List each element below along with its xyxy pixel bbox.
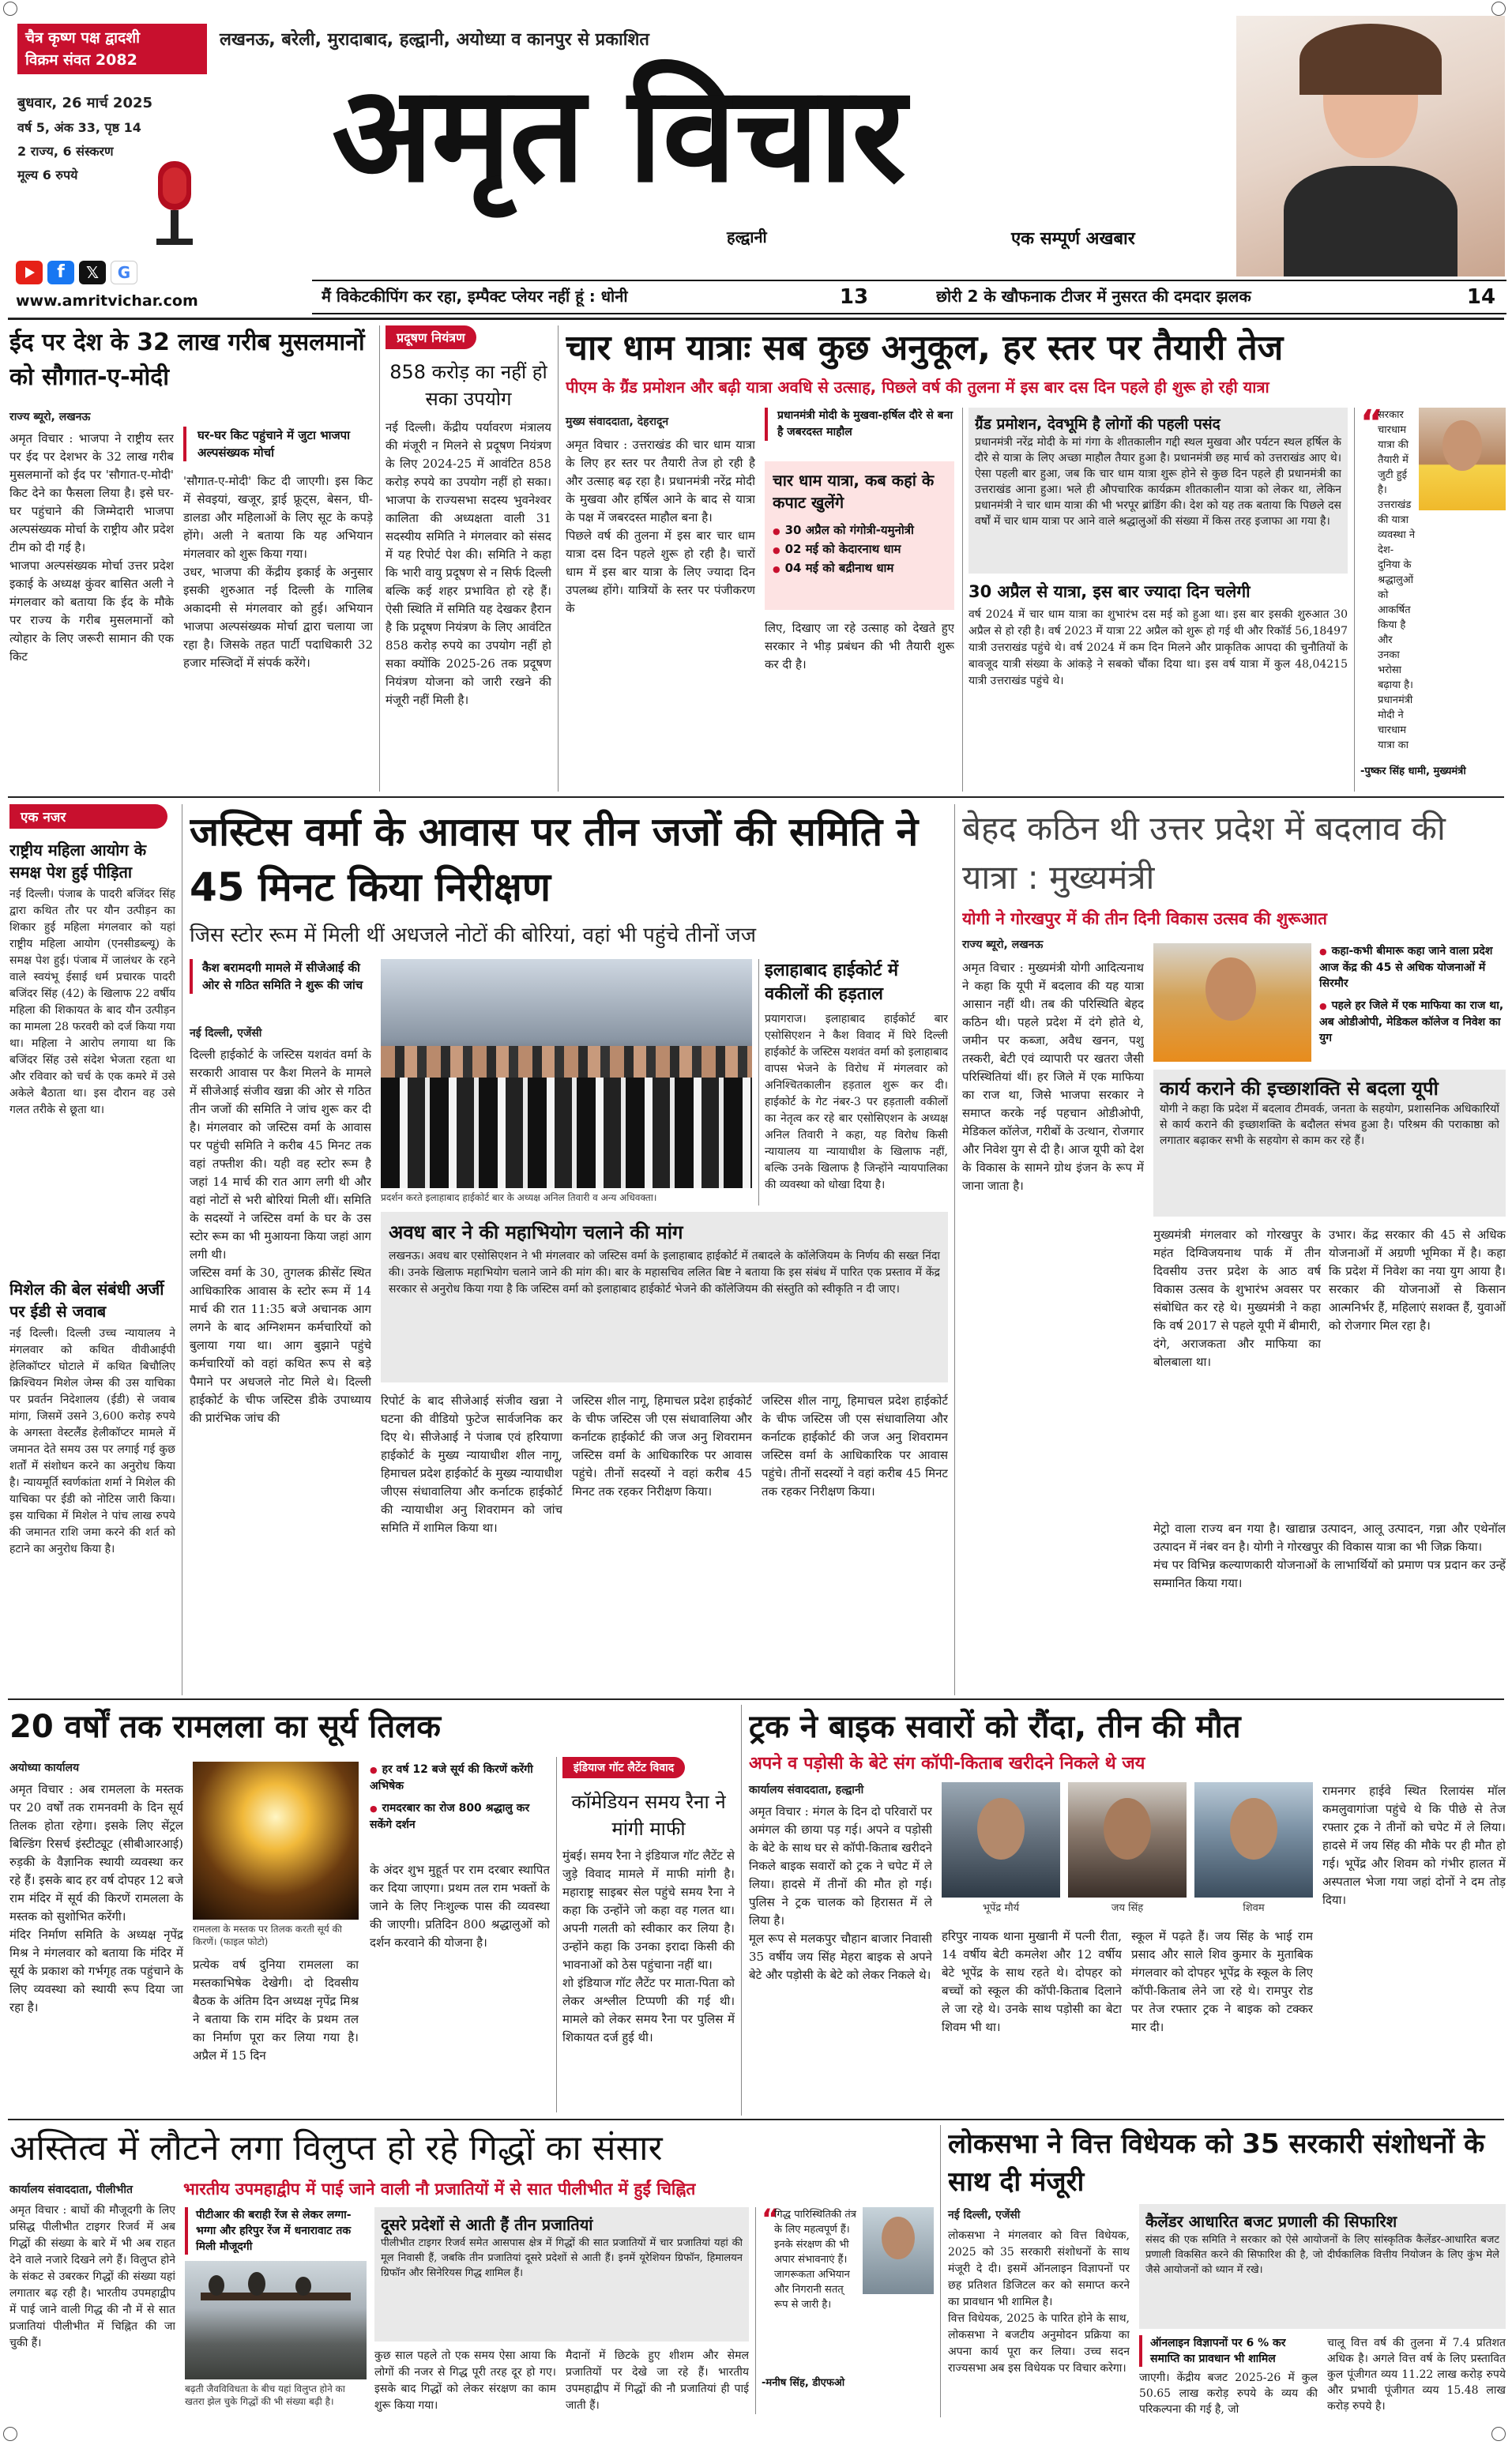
chardham-dates-box — [765, 461, 954, 610]
justice-headline: जस्टिस वर्मा के आवास पर तीन जजों की समिति ने 45 मिनट किया निरीक्षण — [190, 809, 919, 910]
avadh-bar-head: अवध बार ने की महाभियोग चलाने की मांग — [389, 1221, 683, 1243]
yogi-body-3: उभार। केंद्र सरकार की 45 से अधिक योजनाओं में अग्रणी भूमिका में है। कहा कि प्रदेश में निवेश का नया युग आया है। सरकार की योजनाओं से किसान आत्मनिर्भर हैं, महिलाएं सशक्त हैं, युवाओं को रोजगार मिल रहा है। — [1329, 1228, 1506, 1333]
lawyers-protest-photo — [381, 959, 752, 1188]
price-line: मूल्य 6 रुपये — [17, 167, 78, 182]
yogi-subhead: योगी ने गोरखपुर में की तीन दिनी विकास उत्सव की शुरूआत — [962, 909, 1327, 928]
social-icons — [16, 261, 137, 284]
chardham-box-title: चार धाम यात्रा, कब कहां के कपाट खुलेंगे — [773, 471, 935, 512]
registration-mark — [1491, 2427, 1506, 2441]
truck-headline: ट्रक ने बाइक सवारों को रौंदा, तीन की मौत — [749, 1709, 1241, 1745]
chardham-sub2-body: वर्ष 2024 में चार धाम यात्रा का शुभारंभ दस मई को हुआ था। इस बार इसकी शुरुआत 30 अप्रैल से हो रही है। वर्ष 2023 में यात्रा 22 अप्रैल को शुरू हो गई थी और रिकॉर्ड 56,18497 यात्री उत्तराखंड पहुंचे थे। वर्ष 2024 में कम दिन मिलने और प्राकृतिक आपदा की चुनौतियों के बावजूद यात्री संख्या के आंकड़े ने सबको चौंका दिया था। इस वर्ष यात्रा में कुल 48,04215 यात्री उत्तराखंड पहुंचे थे। — [969, 608, 1348, 687]
calendar-budget-box — [1139, 2204, 1506, 2329]
vultures-callout: पीटीआर की बराही रेंज से लेकर लग्गा-भग्गा और हरिपुर रेंज में धनारावाट तक मिली मौजूदगी — [185, 2207, 367, 2255]
yogi-byline: राज्य ब्यूरो, लखनऊ — [962, 939, 1044, 951]
calendar-budget-body: संसद की एक समिति ने सरकार को ऐसे आयोजनों के लिए सांस्कृतिक कैलेंडर-आधारित बजट प्रणाली विकसित करने की सिफारिश की है, जो दीर्घकालिक वित्तीय नियोजन के लिए कुंभ मेले जैसे आयोजनों को ध्यान में रखे। — [1145, 2234, 1499, 2276]
ramlala-bullets — [370, 1762, 550, 1833]
facebook-icon[interactable]: f — [47, 261, 74, 284]
yogi-story — [962, 804, 1506, 1695]
masthead-celebrity-photo — [1236, 16, 1505, 276]
edition-line: लखनऊ, बरेली, मुरादाबाद, हल्द्वानी, अयोध्या व कानपुर से प्रकाशित — [220, 30, 649, 50]
ramlala-bullet-1: ● हर वर्ष 12 बजे सूर्य की किरणें करेंगी अभिषेक — [370, 1762, 550, 1794]
ramlala-photo — [193, 1762, 359, 1920]
yogi-photo — [1153, 943, 1311, 1062]
ek-nazar-tag: एक नजर — [9, 804, 167, 829]
ramlala-body-2: प्रत्येक वर्ष दुनिया रामलला का मस्तकाभिषेक देखेगी। दो दिवसीय बैठक के अंतिम दिन अध्यक्ष नृपेंद्र मिश्र ने बताया कि राम मंदिर के प्रथम तल का निर्माण पूरा कर लिया गया है। अप्रैल में 15 दिन — [193, 1958, 359, 2063]
victim-photo-3 — [1194, 1782, 1313, 1898]
loksabha-body-2: जाएगी। केंद्रीय बजट 2025-26 में कुल 50.65 लाख करोड़ रुपये के व्यय की परिकल्पना की गई है, जो — [1139, 2372, 1318, 2416]
eid-body-2: 'सौगात-ए-मोदी' किट दी जाएगी। इस किट में सेवइयां, खजूर, ड्राई फ्रूट्स, बेसन, घी-डालडा और महिलाओं के लिए सूट के कपड़े होंगे। अली ने बताया कि यह अभियान मंगलवार को शुरू किया गया। उधर, भाजपा की केंद्रीय इकाई के अनुसार इसकी शुरुआत नई दिल्ली के गालिब अकादमी से मंगलवार को हुई। अभियान भाजपा अल्पसंख्यक मोर्चा द्वारा चलाया जा रहा है। जिसके तहत पार्टी पदाधिकारी 32 हजार मस्जिदों में संपर्क करेंगे। — [183, 474, 373, 670]
ramlala-bullet-2: ● रामदरबार का रोज 800 श्रद्धालु कर सकेंगे दर्शन — [370, 1800, 550, 1833]
pollution-body: नई दिल्ली। केंद्रीय पर्यावरण मंत्रालय की मंजूरी न मिलने से प्रदूषण नियंत्रण के लिए 2024-25 में आवंटित 858 करोड़ रुपये का उपयोग नहीं हो सका। भाजपा के राज्यसभा सदस्य भुवनेश्वर कालिता की अध्यक्षता वाली 31 सदस्यीय समिति ने मंगलवार को संसद में यह रिपोर्ट पेश की। समिति ने कहा कि भारी वायु प्रदूषण से न सिर्फ दिल्ली बल्कि कई शहर प्रभावित हो रहे हैं। ऐसी स्थिति में समिति यह देखकर हैरान है कि प्रदूषण नियंत्रण के लिए आवंटित 858 करोड़ रुपये का उपयोग नहीं हो सका क्योंकि 2025-26 तक प्रदूषण नियंत्रण योजना को जारी रखने की मंजूरी नहीं मिली है। — [386, 420, 551, 707]
panchang-line2: विक्रम संवत 2082 — [25, 51, 137, 69]
vultures-body-1: अमृत विचार : बाघों की मौजूदगी के लिए प्रसिद्ध पीलीभीत टाइगर रिजर्व में अब गिद्धों की संख्या के बारे में भी अब राहत देने वाले नजारे दिखने लगे हैं। विलुप्त होने के संकट से उबरकर गिद्धों की संख्या यहां लगातार बढ़ रही है। भारतीय उपमहाद्वीप में पाई जाने वाली गिद्ध की नौ में से सात प्रजातियां पीलीभीत में चिह्नित की जा चुकी हैं। — [9, 2204, 175, 2349]
edition-city: हल्द्वानी — [727, 228, 767, 246]
date-line: बुधवार, 26 मार्च 2025 — [17, 95, 153, 111]
yogi-headline: बेहद कठिन थी उत्तर प्रदेश में बदलाव की यात्रा : मुख्यमंत्री — [962, 809, 1446, 897]
panchang-line1: चैत्र कृष्ण पक्ष द्वादशी — [25, 29, 141, 47]
eid-byline: राज्य ब्यूरो, लखनऊ — [9, 411, 91, 423]
comedian-body: मुंबई। समय रैना ने इंडियाज गॉट लैटेंट से जुड़े विवाद मामले में माफी मांगी है। महाराष्ट्र साइबर सेल पहुंचे समय रैना ने कहा कि उन्होंने जो कहा वह गलत था। अपनी गलती को स्वीकार कर लिया है। उन्होंने कहा कि उनका इरादा किसी की भावनाओं को ठेस पहुंचाना नहीं था। शो इंडियाज गॉट लैटेंट पर माता-पिता को लेकर अश्लील टिप्पणी की गई थी। मामले को लेकर समय रैना पर पुलिस में शिकायत दर्ज हुई थी। — [562, 1849, 735, 2044]
loksabha-headline: लोकसभा ने वित्त विधेयक को 35 सरकारी संशोधनों के साथ दी मंजूरी — [948, 2128, 1485, 2198]
tagline: एक सम्पूर्ण अखबार — [1011, 229, 1135, 249]
loksabha-byline: नई दिल्ली, एजेंसी — [948, 2209, 1021, 2221]
chardham-date-3: ● 04 मई को बद्रीनाथ धाम — [773, 559, 946, 578]
microphone-logo-icon — [134, 155, 221, 250]
yogi-body-2: मुख्यमंत्री मंगलवार को गोरखपुर के महंत दिग्विजयनाथ पार्क में तीन दिवसीय उत्तर प्रदेश के आठ वर्ष विकास उत्सव के शुभारंभ अवसर पर संबोधित कर रहे थे। मुख्यमंत्री ने कहा कि वर्ष 2017 से पहले यूपी में बीमारी, दंगे, अराजकता और माफिया का बोलबाला था। — [1153, 1228, 1321, 1369]
youtube-icon[interactable] — [16, 261, 43, 284]
ek-nazar-head-2: मिशेल की बेल संबंधी अर्जी पर ईडी से जवाब — [9, 1280, 164, 1321]
vultures-body-2: कुछ साल पहले तो एक समय ऐसा आया कि लोगों की नजर से गिद्ध पूरी तरह दूर हो गए। इसके बाद गिद्धों को लेकर संरक्षण का काम शुरू किया गया। — [374, 2349, 556, 2412]
allahabad-body: प्रयागराज। इलाहाबाद हाईकोर्ट बार एसोसिएशन ने कैश विवाद में घिरे दिल्ली हाईकोर्ट के जस्टिस यशवंत वर्मा को इलाहाबाद वापस भेजने के विरोध में मंगलवार को अनिश्चितकालीन हड़ताल शुरू कर दी। हाईकोर्ट के गेट नंबर-3 पर हड़ताली वकीलों का नेतृत्व कर रहे बार एसोसिएशन के अध्यक्ष अनिल तिवारी ने कहा, यह विरोध किसी न्यायालय या न्यायाधीश के खिलाफ नहीं, बल्कि उनके खिलाफ है जिन्होंने न्यायपालिका की व्यवस्था को धोखा दिया है। — [765, 1013, 948, 1191]
vultures-photo-caption: बढ़ती जैवविविधता के बीच यहां विलुप्त होने का खतरा झेल चुके गिद्धों की भी संख्या बढ़ी है। — [185, 2383, 345, 2407]
website-url[interactable]: www.amritvichar.com — [16, 292, 198, 310]
chardham-date-1: ● 30 अप्रैल को गंगोत्री-यमुनोत्री — [773, 521, 946, 540]
masthead — [0, 0, 1512, 316]
ek-nazar-head-1: राष्ट्रीय महिला आयोग के समक्ष पेश हुई पीड़िता — [9, 841, 147, 882]
truck-body-4: रामनगर हाईवे स्थित रिलायंस मॉल कमलुवागांजा पहुंचे थे कि पीछे से तेज रफ्तार ट्रक ने तीनों को चपेट में ले लिया। हादसे में जय सिंह की मौके पर ही मौत हो गई। भूपेंद्र और शिवम को गंभीर हालत में अस्पताल भेजा गया जहां दोनों ने दम तोड़ दिया। — [1322, 1784, 1506, 1907]
eid-headline: ईद पर देश के 32 लाख गरीब मुसलमानों को सौगात-ए-मोदी — [9, 329, 365, 391]
truck-story — [749, 1705, 1506, 2116]
eid-body-1: अमृत विचार : भाजपा ने राष्ट्रीय स्तर पर ईद पर देशभर के 32 लाख गरीब मुसलमानों को ईद पर 'सौगात-ए-मोदी' किट देने का फैसला लिया है। इसे घर-घर पहुंचाने की जिम्मेदारी भाजपा अल्पसंख्यक मोर्चा के राष्ट्रीय और प्रदेश टीम को दी गई है। भाजपा अल्पसंख्यक मोर्चा उत्तर प्रदेश इकाई के अध्यक्ष कुंवर बासित अली ने मंगलवार को बताया कि ईद के मौके पर राज्य के गरीब मुसलमानों को त्योहार के लिए जरूरी सामान की एक किट — [9, 431, 174, 664]
yogi-box-body: योगी ने कहा कि प्रदेश में बदलाव टीमवर्क, जनता के सहयोग, प्रशासनिक अधिकारियों से कार्य कराने की इच्छाशक्ति के बदौलत संभव हुआ है। परिश्रम की पराकाष्ठा को लगातार बढ़ाकर सभी के सहयोग से काम कर रहे हैं। — [1160, 1103, 1499, 1147]
chardham-sub1-box — [969, 408, 1348, 574]
teaser-1[interactable]: मैं विकेटकीपिंग कर रहा, इम्पैक्ट प्लेयर नहीं हूं : धोनी — [322, 287, 628, 306]
ek-nazar-column — [9, 804, 175, 1695]
truck-byline: कार्यालय संवाददाता, हल्द्वानी — [749, 1784, 864, 1796]
chardham-sub1-body: प्रधानमंत्री नरेंद्र मोदी के मां गंगा के शीतकालीन गद्दी स्थल मुखवा और पर्यटन स्थल हर्षिल के दौरे से यात्रा के लिए अच्छा माहौल तैयार हुआ है। प्रधानमंत्री छह मार्च को उत्तराखंड आए थे। ऐसा पहली बार हुआ, जब कि चार धाम यात्रा शुरू होने से कुछ दिन पहले ही प्रधानमंत्री का उत्तराखंड आना हुआ। भले ही औपचारिक कार्यक्रम शीतकालीन यात्रा को लेकर था, लेकिन प्रधानमंत्री ने चार धाम यात्रा की भी भरपूर ब्रांडिंग की। देश को यह तक बताया कि पिछले दस वर्षों में चार धाम यात्रा पर आने वाले श्रद्धालुओं की संख्या में किस तरह इजाफा आ गया है। — [975, 436, 1341, 528]
vultures-headline: अस्तित्व में लौटने लगा विलुप्त हो रहे गिद्धों का संसार — [9, 2128, 663, 2169]
vultures-species-box — [374, 2207, 749, 2342]
vultures-photo — [185, 2261, 367, 2379]
loksabha-callout: ऑनलाइन विज्ञापनों पर 6 % कर समाप्ति का प्रावधान भी शामिल — [1139, 2335, 1318, 2367]
justice-body-1: दिल्ली हाईकोर्ट के जस्टिस यशवंत वर्मा के सरकारी आवास पर कैश मिलने के मामले में सीजेआई संजीव खन्ना की ओर से गठित तीन जजों की समिति ने जांच शुरू कर दी है। मंगलवार को जस्टिस वर्मा के आवास पर पहुंची समिति ने करीब 45 मिनट तक वहां तफ्तीश की। यही वह स्टोर रूम है जहां 14 मार्च की रात आग लगी थी और वहां नोटों से भरी बोरियां मिली थीं। समिति के सदस्यों ने जस्टिस वर्मा के घर के उस स्टोर रूम का भी मुआयना किया जहां आग लगी थी। जस्टिस वर्मा के 30, तुगलक क्रीसेंट स्थित आधिकारिक आवास के स्टोर रूम में 14 मार्च की रात 11:35 बजे अचानक आग लगने के बाद अग्निशमन कर्मचारियों को बुलाया गया था। आग बुझाने पहुंचे कर्मचारियों को वहां कथित रूप से बड़े पैमाने पर अधजले नोट मिले थे। दिल्ली हाईकोर्ट के चीफ जस्टिस डीके उपाध्याय की प्रारंभिक जांच की — [190, 1048, 371, 1425]
quote-mark-icon: “ — [762, 2203, 780, 2235]
yogi-bullets — [1319, 943, 1506, 1046]
vultures-body-3: मैदानों में छिटके हुए शीशम और सेमल प्रजातियों पर देखे जा रहे हैं। भारतीय उपमहाद्वीप में गिद्धों की नौ प्रजातियां ही पाई जाती हैं। — [566, 2349, 749, 2412]
yogi-work-box — [1153, 1070, 1506, 1217]
panchang-box — [17, 24, 207, 74]
ek-nazar-body-2: नई दिल्ली। दिल्ली उच्च न्यायालय ने मंगलवार को कथित वीवीआईपी हेलिकॉप्टर घोटाले में कथित बिचौलिए क्रिश्चियन मिशेल जेम्स की उस याचिका पर प्रवर्तन निदेशालय (ईडी) से जवाब मांगा, जिसमें उसने 3,600 करोड़ रुपये के अगस्ता वेस्टलैंड हेलीकॉप्टर मामले में जमानत देते समय उस पर लगाई गई कुछ शर्तों में संशोधन करने का अनुरोध किया है। न्यायमूर्ति स्वर्णकांता शर्मा ने मिशेल की याचिका पर ईडी को नोटिस जारी किया। इस याचिका में मिशेल ने पांच लाख रुपये की जमानत राशि जमा करने की शर्त को हटाने का अनुरोध किया है। — [9, 1327, 175, 1555]
chardham-quote-by: -पुष्कर सिंह धामी, मुख्यमंत्री — [1360, 765, 1466, 777]
ramlala-photo-caption: रामलला के मस्तक पर तिलक करती सूर्य की किरणें। (फाइल फोटो) — [193, 1924, 342, 1947]
truck-body-2: हरिपुर नायक थाना मुखानी में पत्नी रीता, 14 वर्षीय बेटी कमलेश और 12 वर्षीय बेटे भूपेंद्र के साथ रहते थे। दोपहर को बच्चों को स्कूल की कॉपी-किताब दिलाने ले जा रहे थे। उनके साथ पड़ोसी का बेटा शिवम भी था। — [942, 1929, 1122, 2034]
teaser-2[interactable]: छोरी 2 के खौफनाक टीजर में नुसरत की दमदार झलक — [936, 287, 1251, 306]
chardham-date-2: ● 02 मई को केदारनाथ धाम — [773, 540, 946, 559]
states-line: 2 राज्य, 6 संस्करण — [17, 144, 114, 159]
newspaper-title: अमृत विचार — [332, 57, 905, 212]
yogi-box-head: कार्य कराने की इच्छाशक्ति से बदला यूपी — [1160, 1078, 1439, 1100]
eid-callout: घर-घर किट पहुंचाने में जुटा भाजपा अल्पसंख्यक मोर्चा — [183, 427, 373, 461]
loksabha-body-1: लोकसभा ने मंगलवार को वित्त विधेयक, 2025 को 35 सरकारी संशोधनों के साथ मंजूरी दे दी। इसमें ऑनलाइन विज्ञापनों पर छह प्रतिशत डिजिटल कर को समाप्त करने का प्रावधान भी शामिल है। वित्त विधेयक, 2025 के पारित होने के साथ, लोकसभा ने बजटीय अनुमोदन प्रक्रिया का अपना कार्य पूरा कर लिया। उच्च सदन राज्यसभा अब इस विधेयक पर विचार करेगा। — [948, 2229, 1130, 2375]
loksabha-body-3: चालू वित्त वर्ष की तुलना में 7.4 प्रतिशत अधिक है। अगले वित्त वर्ष के लिए प्रस्तावित कुल पूंजीगत व्यय 11.22 लाख करोड़ रुपये और प्रभावी पूंजीगत व्यय 15.48 लाख करोड़ रुपये है। — [1327, 2337, 1506, 2413]
teaser-bar — [312, 280, 1506, 314]
issue-line: वर्ष 5, अंक 33, पृष्ठ 14 — [17, 120, 141, 135]
chardham-callout: प्रधानमंत्री मोदी के मुखवा-हर्षिल दौरे से बना है जबरदस्त माहौल — [765, 408, 954, 441]
avadh-bar-box — [381, 1212, 948, 1382]
yogi-body-1: अमृत विचार : मुख्यमंत्री योगी आदित्यनाथ ने कहा कि यूपी में बदलाव की यह यात्रा आसान नहीं थी। तब की परिस्थिति बेहद कठिन थी। पहले प्रदेश में दंगे होते थे, जमीन पर कब्जा, अवैध खनन, पशु तस्करी, बेटी एवं व्यापारी पर खतरा जैसी परिस्थितियां थीं। हर जिले में एक माफिया का राज था, जिसे भाजपा सरकार ने समाप्त करके नई पहचान ओडीओपी, मेडिकल कॉलेज, गरीबों के उत्थान, रोजगार और निवेश युग से दी है। आज यूपी को देश के विकास के सामने ग्रोथ इंजन के रूप में जाना जाता है। — [962, 961, 1144, 1193]
allahabad-body-cont: जस्टिस शील नागू, हिमाचल प्रदेश हाईकोर्ट के चीफ जस्टिस जी एस संधावालिया और कर्नाटक हाईकोर्ट की जज अनु शिवरामन जस्टिस वर्मा के आधिकारिक पर आवास पहुंचे। तीनों सदस्यों ने वहां करीब 45 मिनट तक रहकर निरीक्षण किया। — [762, 1394, 948, 1499]
chardham-body-1: अमृत विचार : उत्तराखंड की चार धाम यात्रा के लिए हर स्तर पर तैयारी तेज हो रही है और उत्साह बढ़ रहा है। प्रधानमंत्री नरेंद्र मोदी के मुखवा और हर्षिल आने के बाद से यात्रा के पक्ष में जबरदस्त माहौल बना है। पिछले वर्ष की तुलना में इस बार चार धाम यात्रा दस दिन पहले शुरू हो रही है। चारों धाम में इस बार यात्रा के लिए ज्यादा दिन उपलब्ध होंगे। यात्रियों के स्तर पर पंजीकरण के — [566, 438, 755, 615]
dfo-photo — [863, 2207, 934, 2294]
x-icon[interactable]: 𝕏 — [79, 261, 106, 284]
comedian-headline: कॉमेडियन समय रैना ने मांगी माफी — [571, 1791, 726, 1840]
victim-name-1: भूपेंद्र मौर्य — [982, 1902, 1020, 1914]
allahabad-head: इलाहाबाद हाईकोर्ट में वकीलों की हड़ताल — [765, 961, 899, 1004]
vultures-byline: कार्यालय संवाददाता, पीलीभीत — [9, 2184, 133, 2196]
vultures-sub-head: दूसरे प्रदेशों से आती हैं तीन प्रजातियां — [381, 2215, 593, 2234]
teaser-1-page: 13 — [839, 285, 869, 309]
vultures-quote-by: -मनीष सिंह, डीएफओ — [762, 2377, 845, 2389]
chardham-story — [566, 325, 1506, 799]
victim-name-3: शिवम — [1243, 1902, 1265, 1914]
pollution-story — [386, 325, 551, 799]
yogi-bullet-2: ● पहले हर जिले में एक माफिया का राज था, अब ओडीओपी, मेडिकल कॉलेज व निवेश का युग — [1319, 998, 1506, 1046]
truck-subhead: अपने व पड़ोसी के बेटे संग कॉपी-किताब खरीदने निकले थे जय — [749, 1754, 1145, 1774]
vultures-quote-text: गिद्ध पारिस्थितिकी तंत्र के लिए महत्वपूर्ण हैं। इनके संरक्षण की भी अपार संभावनाएं हैं। जागरूकता अभियान और निगरानी सतत् रूप से जारी है। — [774, 2209, 856, 2311]
justice-subhead: जिस स्टोर रूम में मिली थीं अधजले नोटों की बोरियां, वहां भी पहुंचे तीनों जज — [190, 923, 757, 947]
chardham-quote — [1360, 403, 1506, 795]
vultures-quote — [762, 2203, 934, 2414]
eid-story — [9, 325, 373, 799]
justice-callout: कैश बरामदगी मामले में सीजेआई की ओर से गठित समिति ने शुरू की जांच — [190, 959, 371, 994]
ramlala-story — [9, 1705, 735, 2116]
pollution-tag: प्रदूषण नियंत्रण — [386, 325, 476, 349]
ramlala-byline: अयोध्या कार्यालय — [9, 1762, 80, 1774]
chardham-subhead: पीएम के ग्रैंड प्रमोशन और बढ़ी यात्रा अवधि से उत्साह, पिछले वर्ष की तुलना में इस बार दस दिन पहले ही शुरू हो रही यात्रा — [566, 378, 1269, 397]
truck-body-1: अमृत विचार : मंगल के दिन दो परिवारों पर अमंगल की छाया पड़ गई। अपने व पड़ोसी के बेटे के साथ घर से कॉपी-किताब खरीदने निकले बाइक सवारों को ट्रक ने चपेट में ले लिया। हादसे में तीनों की मौत हो गई। पुलिस ने ट्रक चालक को हिरासत में ले लिया है। मूल रूप से मलकपुर चौहान बाजार निवासी 35 वर्षीय जय सिंह मेहरा बाइक से अपने बेटे और पड़ोसी के बेटे को लेकर निकले थे। — [749, 1804, 932, 1982]
avadh-bar-body: लखनऊ। अवध बार एसोसिएशन ने भी मंगलवार को जस्टिस वर्मा के इलाहाबाद हाईकोर्ट में तबादले के कॉलेजियम के निर्णय की सख्त निंदा की। उनके खिलाफ महाभियोग चलाने जाने की मांग की। बार के महासचिव ललित बिष्ट ने बताया कि इस संबंध में पारित एक प्रस्ताव में केंद्र सरकार से अनुरोध किया गया है कि जस्टिस वर्मा को इलाहाबाद हाईकोर्ट भेजने की कॉलेजियम की संस्तुति को स्वीकृति न दी जाए। — [389, 1250, 940, 1296]
chardham-body-2: लिए, दिखाए जा रहे उत्साह को देखते हुए सरकार ने भीड़ प्रबंधन की भी तैयारी शुरू कर दी है। — [765, 621, 954, 671]
victim-photos — [942, 1782, 1313, 1921]
teaser-2-page: 14 — [1466, 285, 1496, 309]
vultures-sub-body: पीलीभीत टाइगर रिजर्व समेत आसपास क्षेत्र में गिद्धों की सात प्रजातियों में चार प्रजातियां यहां की मूल निवासी हैं, जबकि तीन प्रजातियां दूसरे प्रदेशों से आती हैं। इनमें यूरेशियन ग्रिफॉन, हिमालयन ग्रिफॉन और सिनेरियस गिद्ध शामिल हैं। — [381, 2237, 743, 2279]
yogi-body-4: मेट्रो वाला राज्य बन गया है। खाद्यान्न उत्पादन, आलू उत्पादन, गन्ना और एथेनॉल उत्पादन में नंबर वन है। योगी ने गोरखपुर की विकास यात्रा का भी जिक्र किया। मंच पर विभिन्न कल्याणकारी योजनाओं के लाभार्थियों को प्रमाण पत्र प्रदान कर उन्हें सम्मानित किया गया। — [1153, 1522, 1506, 1590]
comedian-story — [562, 1757, 735, 2112]
calendar-budget-head: कैलेंडर आधारित बजट प्रणाली की सिफारिश — [1145, 2212, 1397, 2231]
vultures-story — [9, 2125, 934, 2417]
chardham-sub1-head: ग्रैंड प्रमोशन, देवभूमि है लोगों की पहली पसंद — [975, 416, 1221, 433]
loksabha-story — [948, 2125, 1506, 2417]
yogi-bullet-1: ● कहा-कभी बीमारू कहा जाने वाला प्रदेश आज केंद्र की 45 से अधिक योजनाओं में सिरमौर — [1319, 943, 1506, 991]
chardham-sub2-head: 30 अप्रैल से यात्रा, इस बार ज्यादा दिन चलेगी — [969, 582, 1251, 601]
google-icon[interactable]: G — [111, 261, 137, 284]
victim-photo-1 — [942, 1782, 1060, 1898]
chardham-quote-text: सरकार चारधाम यात्रा की तैयारी में जुटी हुई है। उत्तराखंड की यात्रा व्यवस्था ने देश-दुनिया के श्रद्धालुओं को आकर्षित किया है और उनका भरोसा बढ़ाया है। प्रधानमंत्री मोदी ने चारधाम यात्रा का — [1378, 409, 1416, 751]
chardham-byline: मुख्य संवाददाता, देहरादून — [566, 416, 669, 428]
justice-body-2: रिपोर्ट के बाद सीजेआई संजीव खन्ना ने घटना की वीडियो फुटेज सार्वजनिक कर दिए थे। सीजेआई ने पंजाब एवं हरियाणा हाईकोर्ट के मुख्य न्यायाधीश शील नागू, हिमाचल प्रदेश हाईकोर्ट के मुख्य न्यायाधीश जीएस संधावालिया और कर्नाटक हाईकोर्ट की न्यायाधीश अनु शिवरामन को जांच समिति में शामिल किया था। — [381, 1394, 562, 1535]
ramlala-headline: 20 वर्षों तक रामलला का सूर्य तिलक — [9, 1709, 442, 1745]
justice-byline: नई दिल्ली, एजेंसी — [190, 1027, 262, 1040]
victim-name-2: जय सिंह — [1111, 1902, 1144, 1914]
lawyers-photo-caption: प्रदर्शन करते इलाहाबाद हाईकोर्ट बार के अध्यक्ष अनिल तिवारी व अन्य अधिवक्ता। — [381, 1192, 657, 1203]
registration-mark — [3, 2427, 17, 2441]
truck-body-3: स्कूल में पढ़ते हैं। जय सिंह के भाई राम प्रसाद और साले शिव कुमार के मुताबिक मंगलवार को दोपहर भूपेंद्र के स्कूल के लिए कॉपी-किताब लेने जा रहे थे। रामपुर रोड पर तेज रफ्तार ट्रक ने बाइक को टक्कर मार दी। — [1131, 1929, 1313, 2034]
ramlala-body-3: के अंदर शुभ मुहूर्त पर राम दरबार स्थापित कर दिया जाएगा। प्रथम तल राम भक्तों के जाने के लिए निःशुल्क पास की व्यवस्था की जाएगी। प्रतिदिन 800 श्रद्धालुओं को दर्शन करवाने की योजना है। — [370, 1863, 550, 1950]
ek-nazar-body-1: नई दिल्ली। पंजाब के पादरी बजिंदर सिंह द्वारा कथित तौर पर यौन उत्पीड़न का शिकार हुई महिला मंगलवार को यहां राष्ट्रीय महिला आयोग (एनसीडब्ल्यू) के समक्ष पेश हुई। पंजाब में जालंधर के रहने वाले स्वयंभू ईसाई धर्म प्रचारक पादरी बजिंदर सिंह (42) के खिलाफ 22 वर्षीय महिला की शिकायत के बाद यौन उत्पीड़न का मामला 28 फरवरी को दर्ज किया गया था। महिला ने आरोप लगाया था कि बजिंदर सिंह उसे संदेश भेजता रहता था और रविवार को चर्च के एक कमरे में उसे अकेले बैठाता था। इस दौरान वह उसे गलत तरीके से छूता था। — [9, 888, 175, 1116]
pollution-headline: 858 करोड़ का नहीं हो सका उपयोग — [389, 361, 547, 410]
ramlala-body-1: अमृत विचार : अब रामलला के मस्तक पर 20 वर्षों तक रामनवमी के दिन सूर्य तिलक होता रहेगा। इसके लिए सेंट्रल बिल्डिंग रिसर्च इंस्टीट्यूट (सीबीआरआई) रुड़की के वैज्ञानिक स्थायी व्यवस्था कर रहे हैं। इसके बाद हर वर्ष दोपहर 12 बजे राम मंदिर में सूर्य की किरणें रामलला के मस्तक को सुशोभित करेंगी। मंदिर निर्माण समिति के अध्यक्ष नृपेंद्र मिश्र ने मंगलवार को बताया कि मंदिर में सूर्य के प्रकाश को गर्भगृह तक पहुंचाने के लिए व्यवस्था को स्थायी रूप दिया जा रहा है। — [9, 1782, 183, 2014]
victim-photo-2 — [1068, 1782, 1187, 1898]
comedian-tag: इंडियाज गॉट लैटेंट विवाद — [562, 1757, 685, 1778]
quote-mark-icon: “ — [1360, 403, 1383, 443]
vultures-subhead: भारतीय उपमहाद्वीप में पाई जाने वाली नौ प्रजातियों में से सात पीलीभीत में हुईं चिह्नित — [183, 2180, 696, 2199]
justice-verma-story — [190, 804, 948, 1695]
justice-body-3: जस्टिस शील नागू, हिमाचल प्रदेश हाईकोर्ट के चीफ जस्टिस जी एस संधावालिया और कर्नाटक हाईकोर्ट की जज अनु शिवरामन जस्टिस वर्मा के आधिकारिक पर आवास पहुंचे। तीनों सदस्यों ने वहां करीब 45 मिनट तक रहकर निरीक्षण किया। — [572, 1394, 752, 1499]
chardham-headline: चार धाम यात्राः सब कुछ अनुकूल, हर स्तर पर तैयारी तेज — [566, 328, 1284, 368]
